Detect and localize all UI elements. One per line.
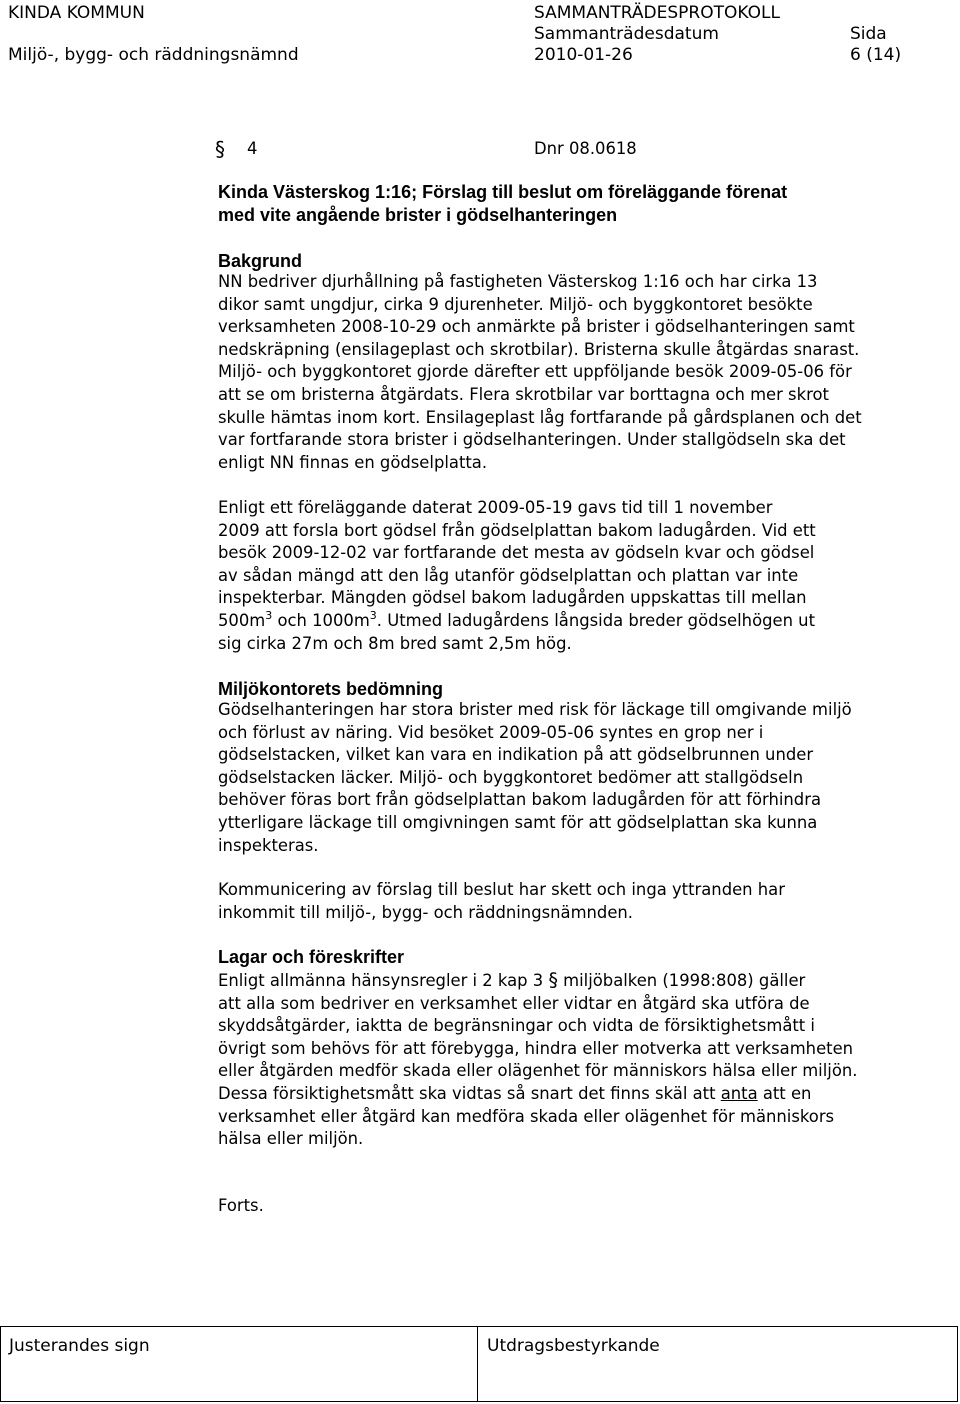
meeting-date: 2010-01-26 <box>534 45 633 65</box>
volume-line: $500m^3$ och $1000m^3$. Utmed ladugårdens långsida breder gödselhögen ut <box>218 608 815 630</box>
footer-divider <box>477 1327 478 1401</box>
bakgrund-paragraph: NN bedriver djurhållning på fastigheten Västerskog 1:16 och har cirka 13 dikor samt ungdjur, cirka 9 djurenheter. Miljö- och byggkontoret besökte verksamheten 2008-10-29 och anmärkte på brister i gödselhanteringen samt nedskräpning (ensilageplast och skrotbilar). Bristerna skulle åtgärdas snarast. Miljö- och byggkontoret gjorde därefter ett uppföljande besök 2009-05-06 för att se om bristerna åtgärdats. Flera skrotbilar var borttagna och mer skrot skulle hämtas inom kort. Ensilageplast låg fortfarande på gårdsplanen och det var fortfarande stora brister i gödselhanteringen. Under stallgödseln ska det enligt NN finnas en gödselplatta. <box>218 272 862 472</box>
kommunicering-paragraph: Kommunicering av förslag till beslut har skett och inga yttranden har inkommit till miljö-, bygg- och räddningsnämnden. <box>218 880 785 922</box>
section-number: 4 <box>247 139 258 158</box>
section-title: Kinda Västerskog 1:16; Förslag till beslut om föreläggande förenat med vite angående brister i gödselhanteringen <box>218 182 788 225</box>
date-label: Sammanträdesdatum <box>534 24 719 44</box>
paragraph-symbol: § <box>548 969 558 991</box>
signature-footer <box>0 1326 958 1402</box>
committee-name: Miljö-, bygg- och räddningsnämnd <box>8 45 299 65</box>
heading-bedomning: Miljökontorets bedömning <box>218 679 443 699</box>
case-number: Dnr 08.0618 <box>534 139 637 158</box>
page-label: Sida <box>850 24 887 44</box>
page-number: 6 (14) <box>850 45 902 65</box>
foreläggande-paragraph: Enligt ett föreläggande daterat 2009-05-19 gavs tid till 1 november 2009 att forsla bort gödsel från gödselplattan bakom ladugården. Vid ett besök 2009-12-02 var fortfarande det mesta av gödseln kvar och gödsel av sådan mängd att den låg utanför gödselplattan och plattan var inte inspekterbar. Mängden gödsel bakom ladugården uppskattas till mellan $500m^3$ och $1000m^3$. Utmed ladugårdens långsida breder gödselhögen ut sig cirka 27m och 8m bred samt 2,5m hög. <box>218 497 948 655</box>
lagar-paragraph: Enligt allmänna hänsynsregler i 2 kap 3 § miljöbalken (1998:808) gäller att alla som bedriver en verksamhet eller vidtar en åtgärd ska utföra de skyddsåtgärder, iaktta de begränsningar och vidta de försiktighetsmått i övrigt som behövs för att förebygga, hindra eller motverka att verksamheten eller åtgärden medför skada eller olägenhet för människors hälsa eller miljön. Dessa försiktighetsmått ska vidtas så snart det finns skäl att anta att en verksamhet eller åtgärd kan medföra skada eller olägenhet för människors hälsa eller miljön. <box>218 969 858 1149</box>
heading-lagar: Lagar och föreskrifter <box>218 947 405 967</box>
paragraph-symbol: § <box>215 137 225 161</box>
underlined-word: anta <box>720 1083 758 1103</box>
footer-justerandes-sign: Justerandes sign <box>9 1336 150 1356</box>
footer-utdragsbestyrkande: Utdragsbestyrkande <box>487 1336 660 1356</box>
continued-note: Forts. <box>218 1196 264 1215</box>
bedomning-paragraph: Gödselhanteringen har stora brister med risk för läckage till omgivande miljö och förlust av näring. Vid besöket 2009-05-06 syntes en grop ner i gödselstacken, vilket kan vara en indikation på att gödselbrunnen under gödselstacken läcker. Miljö- och byggkontoret bedömer att stallgödseln behöver föras bort från gödselplattan bakom ladugården för att förhindra ytterligare läckage till omgivningen samt för att gödselplattan ska kunna inspekteras. <box>218 700 852 855</box>
doc-type: SAMMANTRÄDESPROTOKOLL <box>534 3 780 23</box>
org-name: KINDA KOMMUN <box>8 3 145 23</box>
heading-bakgrund: Bakgrund <box>218 251 303 271</box>
